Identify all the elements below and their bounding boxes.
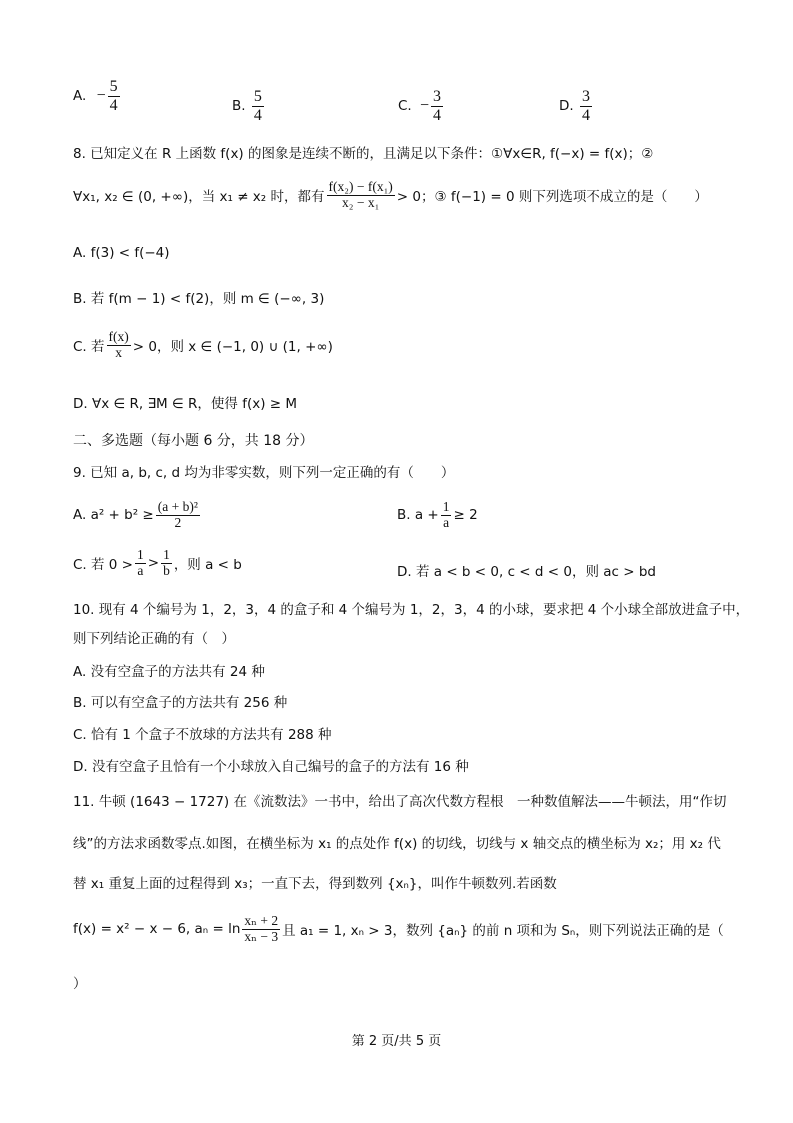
q9-option-d: D. 若 a < b < 0, c < d < 0，则 ac > bd	[397, 564, 656, 580]
q10-option-a: A. 没有空盒子的方法共有 24 种	[73, 664, 265, 680]
denominator: 2	[174, 514, 182, 530]
q7-option-a	[73, 78, 122, 114]
q10-stem-line1: 10. 现有 4 个编号为 1，2，3，4 的盒子和 4 个编号为 1，2，3，4 的小球，要求把 4 个小球全部放进盒子中，	[73, 602, 750, 618]
option-text: B. a +	[397, 507, 439, 524]
fraction	[580, 88, 592, 124]
numerator: 5	[253, 88, 262, 105]
option-text: C. 若 0 >	[73, 557, 133, 574]
q7-option-b	[232, 88, 266, 124]
function-definition: f(x) = x² − x − 6, aₙ = ln	[73, 921, 241, 938]
q9-option-b	[397, 500, 478, 531]
q11-conditions: 且 a₁ = 1, xₙ > 3，数列 {aₙ} 的前 n 项和为 Sₙ，则下列说法正确的是（	[282, 923, 724, 940]
q10-option-b: B. 可以有空盒子的方法共有 256 种	[73, 695, 288, 711]
option-label: C.	[398, 98, 412, 115]
q11-line3: 替 x₁ 重复上面的过程得到 x₃；一直下去，得到数列 {xₙ}，叫作牛顿数列.若函数	[73, 876, 557, 892]
option-label: A.	[73, 88, 87, 105]
numerator: xₙ + 2	[244, 913, 279, 928]
q8-stem2-tail: > 0；③ f(−1) = 0 则下列选项不成立的是（ ）	[396, 189, 708, 206]
numerator: (a + b)²	[157, 499, 198, 514]
q7-option-d	[559, 88, 594, 124]
numerator: 5	[109, 78, 118, 95]
q10-stem-line2: 则下列结论正确的有（ ）	[73, 631, 235, 647]
fraction	[135, 548, 146, 579]
q8-option-d: D. ∀x ∈ R, ∃M ∈ R，使得 f(x) ≥ M	[73, 396, 298, 412]
denominator: b	[163, 562, 170, 578]
numerator: 1	[442, 499, 450, 514]
q8-option-c	[73, 330, 333, 361]
option-label: C. 若	[73, 339, 105, 356]
q11-line2: 线”的方法求函数零点.如图，在横坐标为 x₁ 的点处作 f(x) 的切线，切线与 x 轴交点的横坐标为 x₂；用 x₂ 代	[73, 836, 721, 852]
denominator: a	[443, 514, 450, 530]
fraction	[161, 548, 172, 579]
q9-option-a	[73, 500, 202, 531]
fraction	[441, 500, 452, 531]
fraction	[107, 330, 131, 361]
q8-stem2-text: ∀x₁, x₂ ∈ (0, +∞)，当 x₁ ≠ x₂ 时，都有	[73, 189, 325, 206]
denominator: xₙ − 3	[244, 928, 279, 944]
numerator: 1	[163, 547, 170, 562]
denominator: 4	[109, 96, 118, 114]
page-footer: 第 2 页/共 5 页	[351, 1034, 442, 1049]
minus-sign: −	[420, 97, 430, 115]
q7-option-c	[398, 88, 445, 124]
denominator: 4	[253, 106, 262, 124]
q11-line4	[73, 914, 724, 945]
option-text: ≥ 2	[453, 507, 478, 524]
option-text: > 0，则 x ∈ (−1, 0) ∪ (1, +∞)	[132, 339, 333, 356]
fraction	[156, 500, 200, 531]
q11-line1: 11. 牛顿 (1643 − 1727) 在《流数法》一书中，给出了高次代数方程根 一种数值解法——牛顿法，用“作切	[73, 794, 727, 810]
q8-stem-line1: 8. 已知定义在 R 上函数 f(x) 的图象是连续不断的，且满足以下条件：①∀x∈R, f(−x) = f(x)；②	[73, 146, 654, 162]
fraction	[252, 88, 264, 124]
denominator: x	[115, 344, 123, 360]
q8-stem-line2	[73, 180, 708, 211]
fraction	[431, 88, 443, 124]
q8-option-a: A. f(3) < f(−4)	[73, 245, 170, 261]
fraction	[242, 914, 280, 945]
section-heading: 二、多选题（每小题 6 分，共 18 分）	[73, 433, 314, 449]
numerator: f(x)	[108, 329, 129, 344]
numerator: 3	[433, 88, 442, 105]
q9-stem: 9. 已知 a, b, c, d 均为非零实数，则下列一定正确的有（ ）	[73, 465, 455, 481]
numerator: 1	[137, 547, 144, 562]
minus-sign: −	[96, 87, 106, 105]
fraction	[108, 78, 120, 114]
option-text: A. a² + b² ≥	[73, 507, 154, 524]
q9-option-c	[73, 548, 242, 579]
option-label: B.	[232, 98, 246, 115]
q8-difference-quotient	[327, 180, 395, 211]
q10-option-d: D. 没有空盒子且恰有一个小球放入自己编号的盒子的方法有 16 种	[73, 759, 469, 775]
denominator: a	[137, 562, 144, 578]
comparison-sign: >	[147, 555, 160, 572]
denominator: 4	[433, 106, 442, 124]
numerator: f(x₂) − f(x₁)	[328, 179, 393, 194]
numerator: 3	[581, 88, 590, 105]
q11-line5: ）	[73, 976, 87, 992]
q10-option-c: C. 恰有 1 个盒子不放球的方法共有 288 种	[73, 727, 332, 743]
denominator: x₂ − x₁	[342, 194, 380, 210]
q8-option-b: B. 若 f(m − 1) < f(2)，则 m ∈ (−∞, 3)	[73, 291, 325, 307]
option-text: ，则 a < b	[173, 557, 242, 574]
denominator: 4	[581, 106, 590, 124]
option-label: D.	[559, 98, 574, 115]
